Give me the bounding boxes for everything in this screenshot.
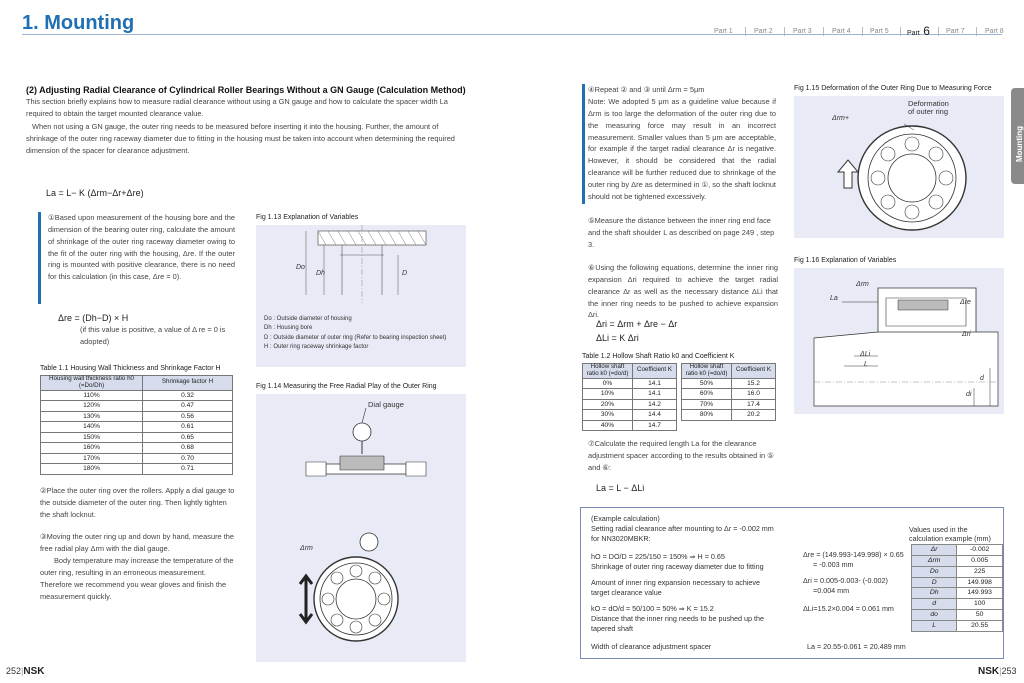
- table-1-1: [40, 375, 233, 475]
- step-2-text: ②Place the outer ring over the rollers. Apply a dial gauge to the outside diameter of the outer ring. Then lightly tighten the shaft locknut.: [40, 486, 235, 519]
- table-row: 70% 17.4: [682, 399, 776, 410]
- values-table-title: Values used in the calculation example (mm): [909, 525, 991, 543]
- table-row: 180% 0.71: [41, 464, 233, 475]
- table-row: 160% 0.68: [41, 443, 233, 454]
- example-line: Shrinkage of outer ring raceway diameter due to fitting: [591, 562, 764, 571]
- table-row: D 149.998: [912, 577, 1003, 588]
- fig-1-14-caption: Fig 1.14 Measuring the Free Radial Play of the Outer Ring: [256, 383, 437, 390]
- table-row: 60% 16.0: [682, 389, 776, 400]
- housing-diagram: [256, 225, 466, 305]
- accent-bar: [38, 212, 41, 304]
- legend-item: H : Outer ring raceway shrinkage factor: [264, 343, 369, 350]
- part-tab[interactable]: Part 7: [946, 28, 965, 35]
- table-row: Do 225: [912, 566, 1003, 577]
- example-calculation-box: [580, 507, 1004, 659]
- step-3-note: Body temperature may increase the temperature of the outer ring, resulting in an erroneous measurement. Therefore we recommend you wear gloves and finish the measurement quickly.: [40, 556, 234, 601]
- fig-1-16-caption: Fig 1.16 Explanation of Variables: [794, 257, 897, 264]
- step-6-formula-1: Δri = Δrm + Δre − Δr: [596, 319, 678, 329]
- table-row: 130% 0.56: [41, 411, 233, 422]
- fig-1-13-caption: Fig 1.13 Explanation of Variables: [256, 214, 359, 221]
- legend-item: D : Outside diameter of outer ring (Refer to bearing inspection sheet): [264, 334, 447, 341]
- table-row: 40% 14.7: [583, 420, 677, 431]
- column-header: Shrinkage factor H: [143, 376, 233, 391]
- fig-1-16-panel: [794, 268, 1004, 414]
- step-1-note: (if this value is positive, a value of Δ re = 0 is adopted): [80, 325, 226, 346]
- table-row: 120% 0.47: [41, 401, 233, 412]
- table-row: 170% 0.70: [41, 453, 233, 464]
- table-1-2-right: Hollow shaft ratio k0 (=do/d) Coefficient K 50% 15.2 60% 16.0 70% 17.4 80% 20.2: [681, 363, 776, 421]
- table-row: d 100: [912, 599, 1003, 610]
- table-row: 10% 14.1: [583, 389, 677, 400]
- step-4-text: ④Repeat ② and ③ until Δrm = 5μm: [588, 85, 705, 94]
- example-line: hO = DO/D = 225/150 = 150% ⇒ H = 0.65: [591, 552, 725, 561]
- table-1-2-left: Hollow shaft ratio k0 (=do/d) Coefficient K 0% 14.1 10% 14.1 20% 14.2 30% 14.4 40% 14.7: [582, 363, 677, 431]
- variables-diagram: [794, 268, 1004, 414]
- label-drm: Δrm: [856, 281, 869, 288]
- example-line: kO = dO/d = 50/100 = 50% ⇒ K = 15.2: [591, 604, 714, 613]
- part-tab[interactable]: Part 2: [754, 28, 773, 35]
- label-di: di: [966, 391, 972, 398]
- part-tab[interactable]: Part 4: [832, 28, 851, 35]
- main-formula: La = L− K (Δrm−Δr+Δre): [46, 188, 144, 198]
- divider: [745, 27, 746, 36]
- example-line: tapered shaft: [591, 624, 633, 633]
- divider: [900, 27, 901, 36]
- divider: [823, 27, 824, 36]
- label-d: D: [402, 270, 408, 277]
- example-title: (Example calculation): [591, 514, 660, 523]
- table-row: do 50: [912, 610, 1003, 621]
- table-row: Δrm 0.005: [912, 555, 1003, 566]
- label-do: Do: [296, 264, 305, 271]
- step-7-text: ⑦Calculate the required length La for the clearance adjustment spacer according to the results obtained in ⑤ and ⑥:: [588, 439, 774, 472]
- part-tab-current[interactable]: Part 6: [907, 24, 930, 38]
- example-result: Δre = (149.993-149.998) × 0.65: [803, 550, 904, 559]
- example-line: Width of clearance adjustment spacer: [591, 642, 712, 651]
- step-6-formula-2: ΔLi = K Δri: [596, 333, 639, 343]
- drm-label: Δrm: [300, 545, 313, 552]
- part-tab[interactable]: Part 8: [985, 28, 1004, 35]
- column-header: Housing wall thickness ratio h0 (=Do/Dh): [41, 376, 143, 391]
- label-dh: Dh: [316, 270, 325, 277]
- intro-paragraph: When not using a GN gauge, the outer ring needs to be measured before inserting it into the housing. Further, the amount of shrinkage of the outer ring raceway diameter due to fitting in the housing must be taken into account when determining the required dimension of the spacer for clearance adjustment.: [26, 122, 455, 155]
- example-result: =0.004 mm: [813, 586, 850, 595]
- table-row: L 20.55: [912, 620, 1003, 631]
- step-1-formula: Δre = (Dh−D) × H: [58, 313, 129, 323]
- fig-1-15-caption: Fig 1.15 Deformation of the Outer Ring Due to Measuring Force: [794, 85, 992, 92]
- table-row: 110% 0.32: [41, 390, 233, 401]
- step-4-note: Note: We adopted 5 μm as a guideline value because if Δrm is too large the deformation of the outer ring due to the measuring force may result in an incorrect measurement. Smaller values than 5 μm are acceptable, for example if the target radial clearance Δr is negative. However, it should be considered that the radial clearance will be further reduced due to shrinkage of the outer ring by Δre as determined in ①, so the shaft locknut should not be tightened excessively.: [588, 97, 776, 201]
- step-3-text: ③Moving the outer ring up and down by hand, measure the free radial play Δrm with the dial gauge.: [40, 532, 234, 553]
- table-row: 20% 14.2: [583, 399, 677, 410]
- deformation-diagram: [794, 96, 1004, 238]
- example-result: ΔLi=15.2×0.004 = 0.061 mm: [803, 604, 894, 613]
- page-number-left: 252|NSK: [6, 666, 45, 677]
- example-line: Amount of inner ring expansion necessary to achieve: [591, 578, 761, 587]
- intro-paragraph: This section briefly explains how to measure radial clearance without using a GN gauge and how to calculate the spacer width La required to obtain the target mounted clearance value.: [26, 97, 448, 118]
- section-heading: (2) Adjusting Radial Clearance of Cylindrical Roller Bearings Without a GN Gauge (Calculation Method): [26, 85, 466, 95]
- page-number-right: NSK|253: [978, 666, 1017, 677]
- table-row: 30% 14.4: [583, 410, 677, 421]
- label-d: d: [980, 375, 984, 382]
- part-tab[interactable]: Part 1: [714, 28, 733, 35]
- table-1-1-caption: Table 1.1 Housing Wall Thickness and Shrinkage Factor H: [40, 365, 221, 372]
- label-dre: Δre: [960, 299, 971, 306]
- fig-1-15-panel: [794, 96, 1004, 238]
- step-1-text: ①Based upon measurement of the housing bore and the dimension of the bearing outer ring, calculate the amount of shrinkage of the outer ring raceway diameter owing to the fit of the outer ring with the housing, Δre. If the outer ring is mounted with positive clearance, there is no need for this calculation (in this case, Δre = 0).: [48, 213, 235, 282]
- part-tab[interactable]: Part 3: [793, 28, 812, 35]
- step-7-formula: La = L − ΔLi: [596, 483, 645, 493]
- example-line: target clearance value: [591, 588, 662, 597]
- dial-gauge-diagram: [256, 394, 466, 662]
- table-row: 140% 0.61: [41, 422, 233, 433]
- example-result: = -0.003 mm: [813, 560, 854, 569]
- label-dli: ΔLi: [860, 351, 871, 358]
- legend-item: Dh : Housing bore: [264, 325, 313, 332]
- accent-bar: [582, 84, 585, 204]
- divider: [938, 27, 939, 36]
- step-5-text: ⑤Measure the distance between the inner ring end face and the shaft shoulder L as described on page 249 , step 3.: [588, 216, 775, 249]
- label-la: La: [830, 295, 838, 302]
- example-line: Setting radial clearance after mounting to Δr = -0.002 mm: [591, 524, 774, 533]
- values-table: [911, 544, 1003, 632]
- example-line: for NN3020MBKR:: [591, 534, 651, 543]
- section-side-tab[interactable]: Mounting: [1011, 88, 1024, 184]
- label-dri: Δri: [962, 331, 971, 338]
- divider: [976, 27, 977, 36]
- step-6-text: ⑥Using the following equations, determine the inner ring expansion Δri required to achieve the target radial clearance Δr as well as the necessary distance ΔLi that the inner ring needs to be pushed to achieve expansion Δri.: [588, 263, 778, 320]
- part-tab[interactable]: Part 5: [870, 28, 889, 35]
- dial-gauge-label: Dial gauge: [368, 400, 404, 409]
- fig-1-13-panel: [256, 225, 466, 367]
- example-result: Δri = 0.005-0.003- (-0.002): [803, 576, 888, 585]
- divider: [862, 27, 863, 36]
- page-title: 1. Mounting: [22, 12, 135, 34]
- deformation-label: Deformation of outer ring: [908, 99, 949, 117]
- example-line: Distance that the inner ring needs to be pushed up the: [591, 614, 765, 623]
- table-row: 150% 0.65: [41, 432, 233, 443]
- table-row: 80% 20.2: [682, 410, 776, 421]
- fig-1-14-panel: [256, 394, 466, 662]
- table-row: 0% 14.1: [583, 378, 677, 389]
- table-row: 50% 15.2: [682, 378, 776, 389]
- legend-item: Do : Outside diameter of housing: [264, 316, 352, 322]
- example-result: La = 20.55-0.061 = 20.489 mm: [807, 642, 906, 651]
- divider: [784, 27, 785, 36]
- table-row: Dh 149.993: [912, 588, 1003, 599]
- table-1-2-caption: Table 1.2 Hollow Shaft Ratio k0 and Coefficient K: [582, 353, 735, 360]
- drm-label: Δrm+: [832, 115, 849, 122]
- label-l: L: [864, 361, 868, 368]
- table-row: Δr -0.002: [912, 545, 1003, 556]
- title-rule: [22, 34, 1002, 35]
